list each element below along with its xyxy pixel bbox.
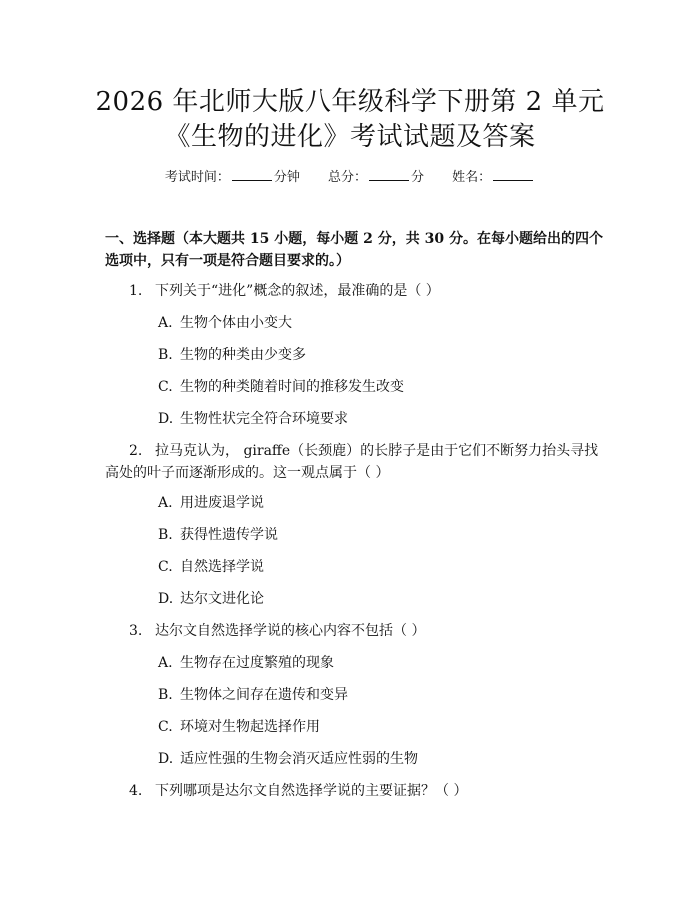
option-text: 生物的种类由少变多 — [180, 347, 306, 363]
question-text: 拉马克认为， giraffe（长颈鹿）的长脖子是由于它们不断努力抬头寻找高处的叶子而逐渐形成的。这一观点属于（ ） — [105, 443, 599, 481]
option-text: 获得性遗传学说 — [180, 527, 278, 543]
question-1-option-b[interactable] — [158, 344, 598, 366]
question-text: 下列关于“进化”概念的叙述，最准确的是（ ） — [155, 283, 440, 299]
option-text: 生物性状完全符合环境要求 — [180, 411, 348, 427]
option-text: 生物个体由小变大 — [180, 315, 292, 331]
exam-time-blank[interactable] — [232, 168, 272, 181]
option-letter: A. — [158, 315, 173, 331]
option-letter: C. — [158, 559, 173, 575]
question-1 — [105, 280, 600, 302]
exam-title-line2: 《生物的进化》考试试题及答案 — [164, 122, 536, 152]
question-4 — [105, 780, 600, 802]
question-3-option-a[interactable] — [158, 652, 598, 674]
option-text: 达尔文进化论 — [180, 591, 264, 607]
exam-title-line1: 2026 年北师大版八年级科学下册第 2 单元 — [95, 87, 605, 117]
option-text: 自然选择学说 — [180, 559, 264, 575]
question-2-option-b[interactable] — [158, 524, 598, 546]
question-3 — [105, 620, 600, 642]
question-2-option-a[interactable] — [158, 492, 598, 514]
option-text: 生物存在过度繁殖的现象 — [180, 655, 334, 671]
question-2-option-d[interactable] — [158, 588, 598, 610]
exam-score-blank[interactable] — [369, 168, 409, 181]
option-text: 环境对生物起选择作用 — [180, 719, 320, 735]
question-2 — [105, 440, 600, 484]
option-letter: D. — [158, 751, 174, 767]
question-3-option-d[interactable] — [158, 748, 598, 770]
question-text: 下列哪项是达尔文自然选择学说的主要证据？（ ） — [155, 783, 468, 799]
option-letter: C. — [158, 719, 173, 735]
option-letter: B. — [158, 347, 173, 363]
exam-score-unit: 分 — [411, 170, 425, 185]
section-heading: 一、选择题（本大题共 15 小题，每小题 2 分，共 30 分。在每小题给出的四个选项中，只有一项是符合题目要求的。） — [105, 231, 603, 269]
question-2-option-c[interactable] — [158, 556, 598, 578]
option-text: 生物体之间存在遗传和变异 — [180, 687, 348, 703]
option-text: 用进废退学说 — [180, 495, 264, 511]
exam-time — [165, 170, 304, 185]
exam-time-unit: 分钟 — [273, 170, 300, 185]
option-letter: A. — [158, 655, 173, 671]
question-number: 4. — [129, 783, 143, 799]
exam-name — [452, 170, 535, 185]
exam-meta — [0, 168, 700, 188]
option-letter: D. — [158, 591, 174, 607]
question-number: 1. — [129, 283, 143, 299]
exam-score-label: 总分： — [327, 170, 367, 185]
option-letter: C. — [158, 379, 173, 395]
question-text: 达尔文自然选择学说的核心内容不包括（ ） — [155, 623, 426, 639]
question-1-option-d[interactable] — [158, 408, 598, 430]
option-letter: B. — [158, 687, 173, 703]
exam-score — [328, 170, 428, 185]
question-number: 2. — [129, 443, 143, 459]
question-3-option-c[interactable] — [158, 716, 598, 738]
question-3-option-b[interactable] — [158, 684, 598, 706]
option-letter: D. — [158, 411, 174, 427]
option-text: 生物的种类随着时间的推移发生改变 — [180, 379, 404, 395]
question-number: 3. — [129, 623, 143, 639]
option-letter: B. — [158, 527, 173, 543]
question-1-option-c[interactable] — [158, 376, 598, 398]
question-1-option-a[interactable] — [158, 312, 598, 334]
exam-name-blank[interactable] — [493, 168, 533, 181]
exam-time-label: 考试时间： — [164, 170, 230, 185]
option-letter: A. — [158, 495, 173, 511]
option-text: 适应性强的生物会消灭适应性弱的生物 — [180, 751, 418, 767]
exam-name-label: 姓名： — [452, 170, 492, 185]
